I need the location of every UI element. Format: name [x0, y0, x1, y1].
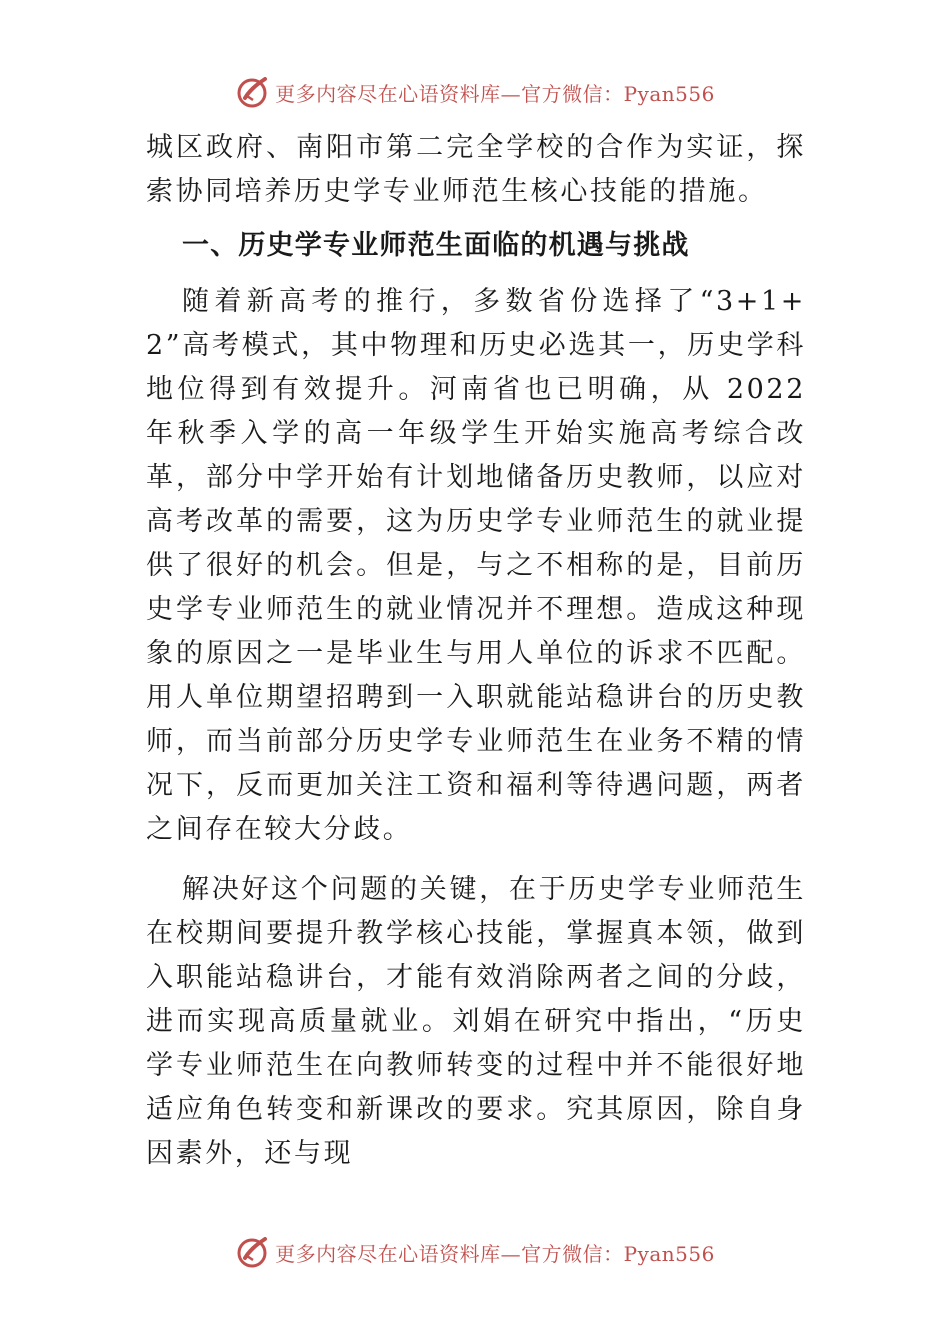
watermark-text: 更多内容尽在心语资料库—官方微信：Pyan556	[275, 81, 715, 106]
watermark-text: 更多内容尽在心语资料库—官方微信：Pyan556	[275, 1241, 715, 1266]
section-heading: 一、历史学专业师范生面临的机遇与挑战	[182, 230, 690, 261]
paragraph-solution: 解决好这个问题的关键，在于历史学专业师范生在校期间要提升教学核心技能，掌握真本领，做到入职能站稳讲台，才能有效消除两者之间的分歧，进而实现高质量就业。刘娟在研究中指出，“历史学专业师范生在向教师转变的过程中并不能很好地适应角色转变和新课改的要求。究其原因，除自身因素外，还与现	[146, 874, 806, 1169]
header-watermark	[0, 72, 950, 112]
document-body	[146, 126, 806, 1176]
paragraph-opportunities: 随着新高考的推行，多数省份选择了“3+1+2”高考模式，其中物理和历史必选其一，历史学科地位得到有效提升。河南省也已明确，从 2022 年秋季入学的高一年级学生开始实施高考综合改革，部分中学开始有计划地储备历史教师，以应对高考改革的需要，这为历史学专业师范生的就业提供了很好的机会。但是，与之不相称的是，目前历史学专业师范生的就业情况并不理想。造成这种现象的原因之一是毕业生与用人单位的诉求不匹配。用人单位期望招聘到一入职就能站稳讲台的历史教师，而当前部分历史学专业师范生在业务不精的情况下，反而更加关注工资和福利等待遇问题，两者之间存在较大分歧。	[146, 286, 806, 845]
paragraph-continuation: 城区政府、南阳市第二完全学校的合作为实证，探索协同培养历史学专业师范生核心技能的措施。	[146, 132, 806, 207]
footer-watermark	[0, 1232, 950, 1272]
brush-pen-logo-icon	[235, 74, 271, 110]
brush-pen-logo-icon	[235, 1234, 271, 1270]
